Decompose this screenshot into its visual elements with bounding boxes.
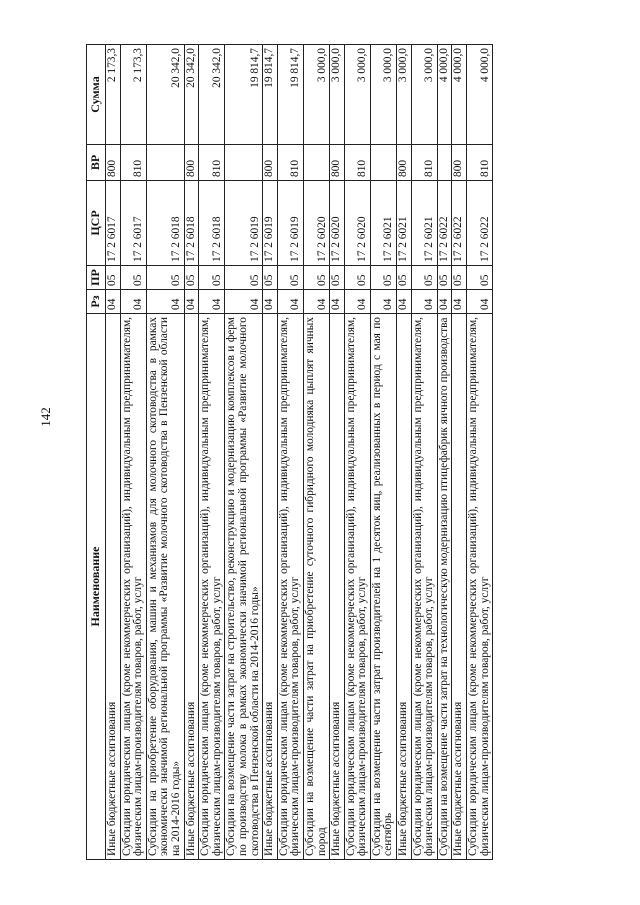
cell-pr: 05 xyxy=(199,266,225,290)
table-row xyxy=(370,45,396,860)
cell-vr xyxy=(303,145,329,181)
cell-sum: 2 173,3 xyxy=(120,45,146,145)
header-name: Наименование xyxy=(87,314,106,860)
cell-name: Иные бюджетные ассигнования xyxy=(452,314,467,860)
cell-name: Субсидии на возмещение части затрат производителей на 1 десяток яиц, реализованных в период с мая по сентябрь xyxy=(370,314,396,860)
cell-vr: 800 xyxy=(106,145,121,181)
table-row xyxy=(330,45,345,860)
cell-pr: 05 xyxy=(146,266,184,290)
cell-sum: 2 173,3 xyxy=(106,45,121,145)
cell-pr: 05 xyxy=(106,266,121,290)
budget-table xyxy=(86,44,493,860)
cell-rz: 04 xyxy=(397,290,412,314)
cell-pr: 05 xyxy=(277,266,303,290)
cell-name: Иные бюджетные ассигнования xyxy=(263,314,278,860)
cell-vr: 810 xyxy=(411,145,437,181)
cell-vr: 810 xyxy=(467,145,493,181)
cell-name: Субсидии юридическим лицам (кроме некоммерческих организаций), индивидуальным предпринимателям, физическим лицам-производителям товаров, работ, услуг xyxy=(344,314,370,860)
cell-sum: 20 342,0 xyxy=(146,45,184,145)
header-rz: Рз xyxy=(87,290,106,314)
cell-pr: 05 xyxy=(184,266,199,290)
cell-vr: 800 xyxy=(263,145,278,181)
cell-rz: 04 xyxy=(330,290,345,314)
table-row xyxy=(452,45,467,860)
table-row xyxy=(411,45,437,860)
cell-sum: 3 000,0 xyxy=(330,45,345,145)
cell-pr: 05 xyxy=(120,266,146,290)
cell-rz: 04 xyxy=(199,290,225,314)
cell-name: Субсидии юридическим лицам (кроме некоммерческих организаций), индивидуальным предпринимателям, физическим лицам-производителям товаров, работ, услуг xyxy=(411,314,437,860)
table-row xyxy=(146,45,184,860)
cell-name: Иные бюджетные ассигнования xyxy=(106,314,121,860)
cell-csr: 17 2 6018 xyxy=(184,181,199,266)
cell-rz: 04 xyxy=(370,290,396,314)
cell-vr: 810 xyxy=(277,145,303,181)
cell-sum: 20 342,0 xyxy=(199,45,225,145)
cell-sum: 3 000,0 xyxy=(411,45,437,145)
cell-rz: 04 xyxy=(146,290,184,314)
header-pr: ПР xyxy=(87,266,106,290)
cell-csr: 17 2 6021 xyxy=(411,181,437,266)
table-body xyxy=(106,45,493,860)
cell-rz: 04 xyxy=(120,290,146,314)
cell-pr: 05 xyxy=(411,266,437,290)
cell-pr: 05 xyxy=(344,266,370,290)
cell-vr: 800 xyxy=(397,145,412,181)
cell-rz: 04 xyxy=(344,290,370,314)
cell-sum: 4 000,0 xyxy=(467,45,493,145)
cell-pr: 05 xyxy=(467,266,493,290)
cell-sum: 4 000,0 xyxy=(437,45,452,145)
cell-rz: 04 xyxy=(277,290,303,314)
table-row xyxy=(437,45,452,860)
table-row xyxy=(397,45,412,860)
cell-rz: 04 xyxy=(106,290,121,314)
cell-pr: 05 xyxy=(397,266,412,290)
cell-name: Субсидии на возмещение части затрат на технологическую модернизацию птицефабрик яичного производства xyxy=(437,314,452,860)
cell-sum: 20 342,0 xyxy=(184,45,199,145)
cell-csr: 17 2 6020 xyxy=(344,181,370,266)
cell-pr: 05 xyxy=(452,266,467,290)
cell-vr: 800 xyxy=(452,145,467,181)
cell-name: Субсидии на возмещение части затрат на приобретение суточного гибридного молодняка цыплят яичных пород xyxy=(303,314,329,860)
cell-csr: 17 2 6022 xyxy=(452,181,467,266)
cell-sum: 4 000,0 xyxy=(452,45,467,145)
header-row xyxy=(87,45,106,860)
rotated-page xyxy=(86,45,551,860)
cell-csr: 17 2 6017 xyxy=(120,181,146,266)
cell-rz: 04 xyxy=(452,290,467,314)
cell-pr: 05 xyxy=(370,266,396,290)
cell-vr: 800 xyxy=(330,145,345,181)
cell-vr: 800 xyxy=(184,145,199,181)
cell-sum: 19 814,7 xyxy=(225,45,263,145)
cell-vr xyxy=(370,145,396,181)
table-row xyxy=(344,45,370,860)
cell-sum: 3 000,0 xyxy=(344,45,370,145)
cell-pr: 05 xyxy=(330,266,345,290)
cell-sum: 3 000,0 xyxy=(303,45,329,145)
cell-csr: 17 2 6019 xyxy=(263,181,278,266)
table-row xyxy=(467,45,493,860)
cell-name: Иные бюджетные ассигнования xyxy=(330,314,345,860)
cell-csr: 17 2 6022 xyxy=(467,181,493,266)
cell-name: Субсидии на приобретение оборудования, машин и механизмов для молочного скотоводства в рамках экономически значимой региональной программы «Развитие молочного скотоводства в Пензенской области на 2014-2016 годы» xyxy=(146,314,184,860)
cell-rz: 04 xyxy=(225,290,263,314)
header-vr: ВР xyxy=(87,145,106,181)
header-sum: Сумма xyxy=(87,45,106,145)
cell-csr: 17 2 6017 xyxy=(106,181,121,266)
cell-csr: 17 2 6019 xyxy=(277,181,303,266)
cell-name: Субсидии на возмещение части затрат на строительство, реконструкцию и модернизацию комплексов и ферм по производству молока в рамках экономически значимой региональной программы «Развитие молочного скотоводства в Пензенской области на 2014-2016 годы» xyxy=(225,314,263,860)
cell-csr: 17 2 6018 xyxy=(146,181,184,266)
cell-name: Иные бюджетные ассигнования xyxy=(184,314,199,860)
cell-sum: 3 000,0 xyxy=(370,45,396,145)
cell-vr xyxy=(146,145,184,181)
cell-name: Субсидии юридическим лицам (кроме некоммерческих организаций), индивидуальным предпринимателям, физическим лицам-производителям товаров, работ, услуг xyxy=(199,314,225,860)
cell-csr: 17 2 6019 xyxy=(225,181,263,266)
cell-csr: 17 2 6022 xyxy=(437,181,452,266)
cell-name: Субсидии юридическим лицам (кроме некоммерческих организаций), индивидуальным предпринимателям, физическим лицам-производителям товаров, работ, услуг xyxy=(277,314,303,860)
cell-rz: 04 xyxy=(411,290,437,314)
cell-rz: 04 xyxy=(263,290,278,314)
cell-sum: 19 814,7 xyxy=(277,45,303,145)
cell-vr: 810 xyxy=(199,145,225,181)
table-row xyxy=(120,45,146,860)
cell-sum: 19 814,7 xyxy=(263,45,278,145)
cell-name: Субсидии юридическим лицам (кроме некоммерческих организаций), индивидуальным предпринимателям, физическим лицам-производителям товаров, работ, услуг xyxy=(467,314,493,860)
cell-csr: 17 2 6021 xyxy=(370,181,396,266)
table-row xyxy=(106,45,121,860)
header-csr: ЦСР xyxy=(87,181,106,266)
cell-sum: 3 000,0 xyxy=(397,45,412,145)
cell-rz: 04 xyxy=(437,290,452,314)
cell-rz: 04 xyxy=(184,290,199,314)
cell-pr: 05 xyxy=(303,266,329,290)
cell-csr: 17 2 6020 xyxy=(303,181,329,266)
table-row xyxy=(303,45,329,860)
cell-name: Иные бюджетные ассигнования xyxy=(397,314,412,860)
page-number: 142 xyxy=(38,407,53,427)
cell-vr: 810 xyxy=(120,145,146,181)
table-row xyxy=(225,45,263,860)
cell-rz: 04 xyxy=(467,290,493,314)
cell-vr xyxy=(437,145,452,181)
cell-rz: 04 xyxy=(303,290,329,314)
cell-name: Субсидии юридическим лицам (кроме некоммерческих организаций), индивидуальным предпринимателям, физическим лицам-производителям товаров, работ, услуг xyxy=(120,314,146,860)
cell-csr: 17 2 6020 xyxy=(330,181,345,266)
cell-pr: 05 xyxy=(225,266,263,290)
table-row xyxy=(184,45,199,860)
cell-csr: 17 2 6021 xyxy=(397,181,412,266)
cell-pr: 05 xyxy=(437,266,452,290)
cell-vr xyxy=(225,145,263,181)
table-row xyxy=(277,45,303,860)
cell-vr: 810 xyxy=(344,145,370,181)
table-row xyxy=(199,45,225,860)
cell-csr: 17 2 6018 xyxy=(199,181,225,266)
cell-pr: 05 xyxy=(263,266,278,290)
table-row xyxy=(263,45,278,860)
